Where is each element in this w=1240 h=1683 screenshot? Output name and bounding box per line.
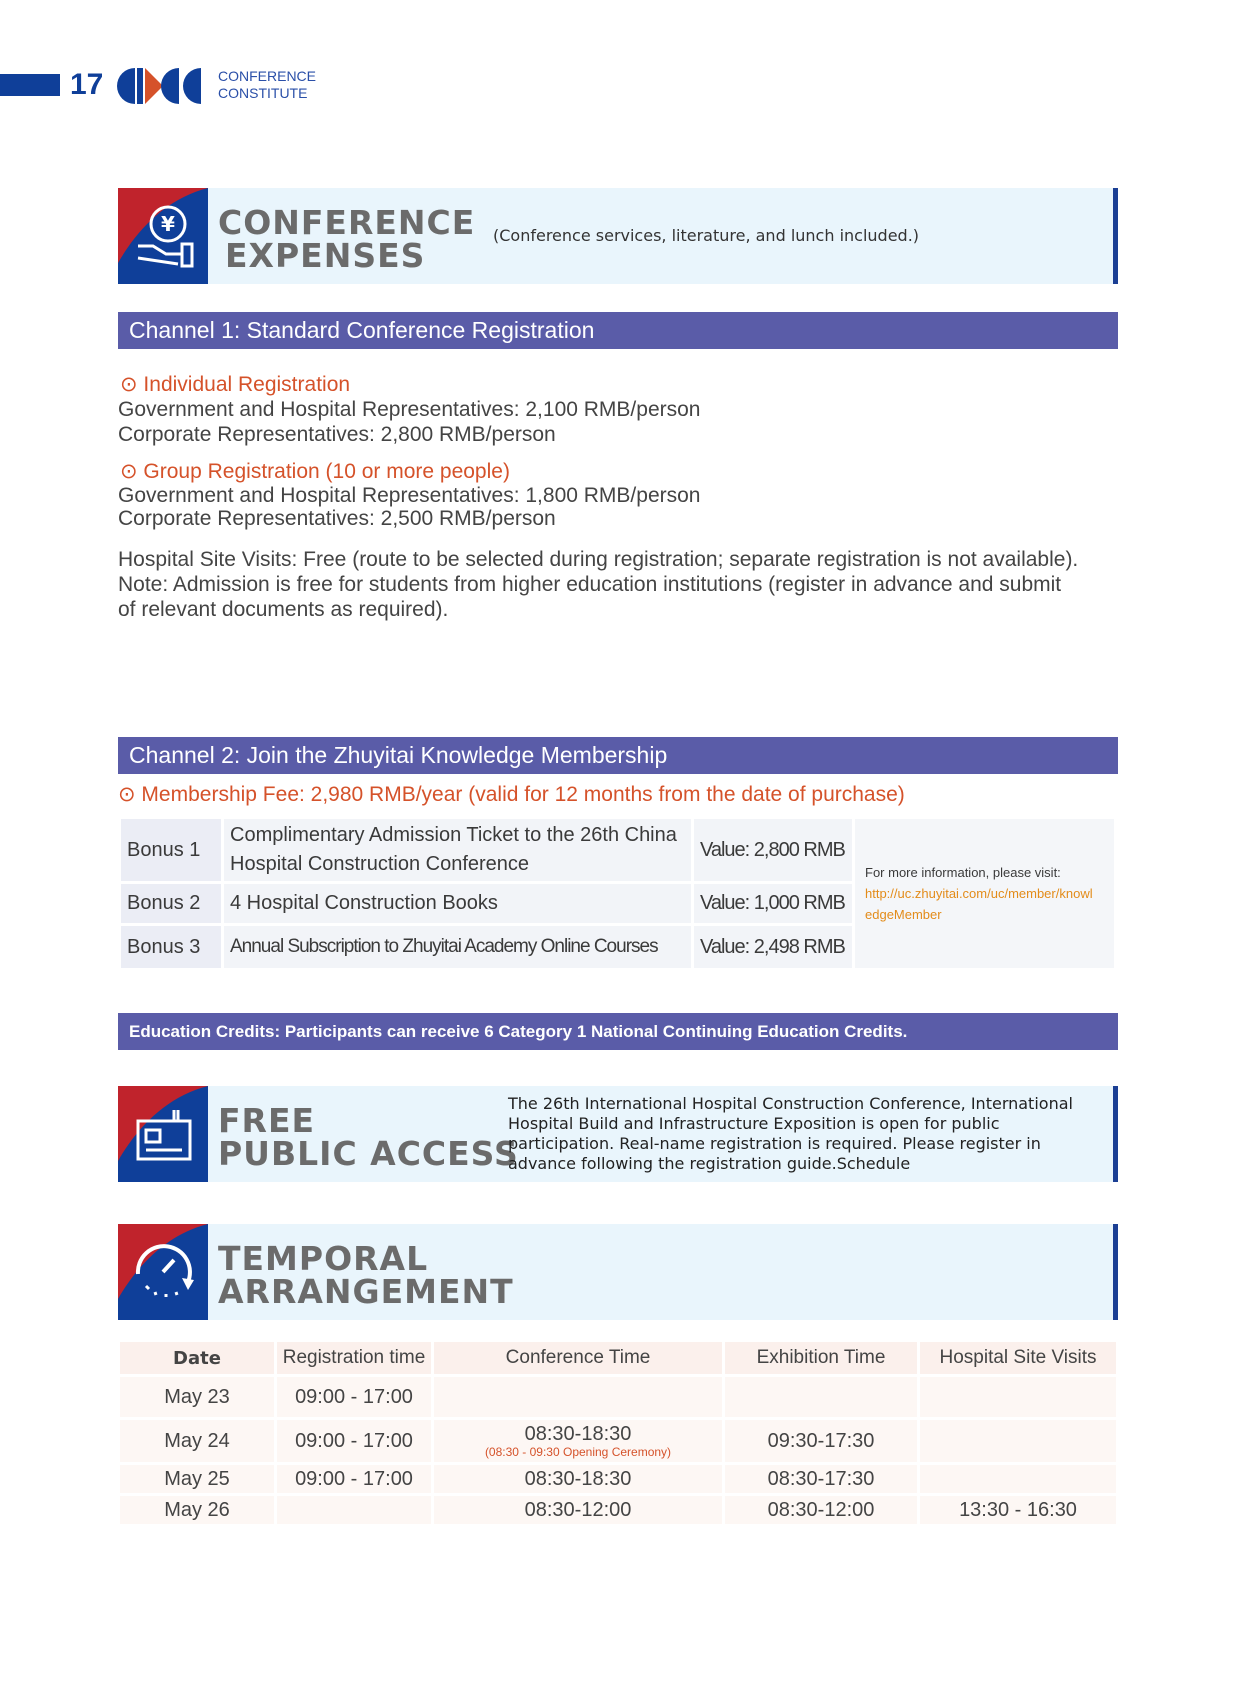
cell-conference [434, 1420, 722, 1462]
bonus-desc: Complimentary Admission Ticket to the 26th China Hospital Construction Conference [224, 819, 691, 881]
temporal-banner [118, 1224, 1118, 1320]
membership-bonus-table [118, 816, 1117, 971]
expenses-note: (Conference services, literature, and lunch included.) [493, 226, 920, 245]
membership-link[interactable]: http://uc.zhuyitai.com/uc/member/knowledgeMember [865, 886, 1093, 922]
table-row [120, 1377, 1116, 1417]
cell-exhibition: 08:30-12:00 [725, 1496, 917, 1524]
col-header-date: Date [120, 1342, 274, 1374]
table-row [120, 1420, 1116, 1462]
cell-conference [434, 1377, 722, 1417]
channel1-header: Channel 1: Standard Conference Registration [118, 312, 1118, 349]
cell-site-visits [920, 1420, 1116, 1462]
group-line1: Government and Hospital Representatives: 1,800 RMB/person [118, 484, 701, 507]
free-access-title-line2: PUBLIC ACCESS [218, 1134, 519, 1173]
table-row [121, 819, 1114, 881]
membership-info [855, 819, 1114, 968]
individual-registration-heading: ⊙ Individual Registration [120, 373, 351, 396]
bonus-label: Bonus 3 [121, 926, 221, 968]
schedule-table [117, 1339, 1119, 1527]
table-header-row [120, 1342, 1116, 1374]
ticket-icon [118, 1086, 208, 1182]
bonus-value: Value: 2,800 RMB [694, 819, 852, 881]
money-hand-icon [118, 188, 208, 284]
logo-text-line2: CONSTITUTE [218, 85, 308, 101]
table-row [120, 1465, 1116, 1493]
cell-conference: 08:30-12:00 [434, 1496, 722, 1524]
cell-registration: 09:00 - 17:00 [277, 1377, 431, 1417]
group-line2: Corporate Representatives: 2,500 RMB/person [118, 507, 556, 530]
membership-fee: ⊙ Membership Fee: 2,980 RMB/year (valid for 12 months from the date of purchase) [118, 783, 905, 806]
cell-site-visits: 13:30 - 16:30 [920, 1496, 1116, 1524]
col-header-exhibition: Exhibition Time [725, 1342, 917, 1374]
cell-registration: 09:00 - 17:00 [277, 1465, 431, 1493]
cell-date: May 23 [120, 1377, 274, 1417]
cell-date: May 24 [120, 1420, 274, 1462]
conference-time: 08:30-18:30 [524, 1423, 632, 1445]
temporal-title-line2: ARRANGEMENT [218, 1272, 514, 1311]
bonus-label: Bonus 1 [121, 819, 221, 881]
cell-date: May 25 [120, 1465, 274, 1493]
col-header-registration: Registration time [277, 1342, 431, 1374]
bonus-desc: 4 Hospital Construction Books [224, 884, 691, 923]
col-header-conference: Conference Time [434, 1342, 722, 1374]
page-number: 17 [70, 68, 104, 101]
note-line2: of relevant documents as required). [118, 598, 449, 621]
expenses-title-line1: CONFERENCE [218, 203, 476, 242]
opening-ceremony-note: (08:30 - 09:30 Opening Ceremony) [484, 1445, 672, 1459]
individual-line1: Government and Hospital Representatives: 2,100 RMB/person [118, 398, 701, 421]
header-accent-bar [0, 74, 60, 96]
education-credits-bar: Education Credits: Participants can receive 6 Category 1 National Continuing Education Credits. [118, 1013, 1118, 1050]
cell-date: May 26 [120, 1496, 274, 1524]
bonus-desc: Annual Subscription to Zhuyitai Academy Online Courses [224, 926, 691, 968]
cell-registration [277, 1496, 431, 1524]
free-access-title-line1: FREE [218, 1101, 316, 1140]
logo-text [218, 68, 316, 102]
cell-conference: 08:30-18:30 [434, 1465, 722, 1493]
col-header-site-visits: Hospital Site Visits [920, 1342, 1116, 1374]
svg-text:¥: ¥ [161, 212, 175, 236]
logo-text-line1: CONFERENCE [218, 68, 317, 84]
expenses-title-line2: EXPENSES [225, 236, 426, 275]
site-visits-text: Hospital Site Visits: Free (route to be selected during registration; separate registration is not available). [118, 548, 1079, 571]
group-registration-heading: ⊙ Group Registration (10 or more people) [120, 460, 510, 483]
bonus-label: Bonus 2 [121, 884, 221, 923]
cell-site-visits [920, 1465, 1116, 1493]
temporal-title-line1: TEMPORAL [218, 1239, 429, 1278]
free-access-banner [118, 1086, 1118, 1182]
cicc-logo-icon [115, 66, 211, 106]
clock-icon [118, 1224, 208, 1320]
table-row [120, 1496, 1116, 1524]
cell-exhibition: 09:30-17:30 [725, 1420, 917, 1462]
cell-exhibition: 08:30-17:30 [725, 1465, 917, 1493]
bonus-value: Value: 2,498 RMB [694, 926, 852, 968]
cell-site-visits [920, 1377, 1116, 1417]
individual-line2: Corporate Representatives: 2,800 RMB/person [118, 423, 556, 446]
channel2-header: Channel 2: Join the Zhuyitai Knowledge Membership [118, 737, 1118, 774]
expenses-banner [118, 188, 1118, 284]
cell-exhibition [725, 1377, 917, 1417]
bonus-value: Value: 1,000 RMB [694, 884, 852, 923]
note-line1: Note: Admission is free for students from higher education institutions (register in advance and submit [118, 573, 1062, 596]
cell-registration: 09:00 - 17:00 [277, 1420, 431, 1462]
free-access-text: The 26th International Hospital Construction Conference, International Hospital Build and Infrastructure Exposition is open for public participation. Real-name registration is required. Please register in advance following the registration guide.Schedule [508, 1094, 1073, 1173]
info-text: For more information, please visit: [865, 865, 1061, 880]
